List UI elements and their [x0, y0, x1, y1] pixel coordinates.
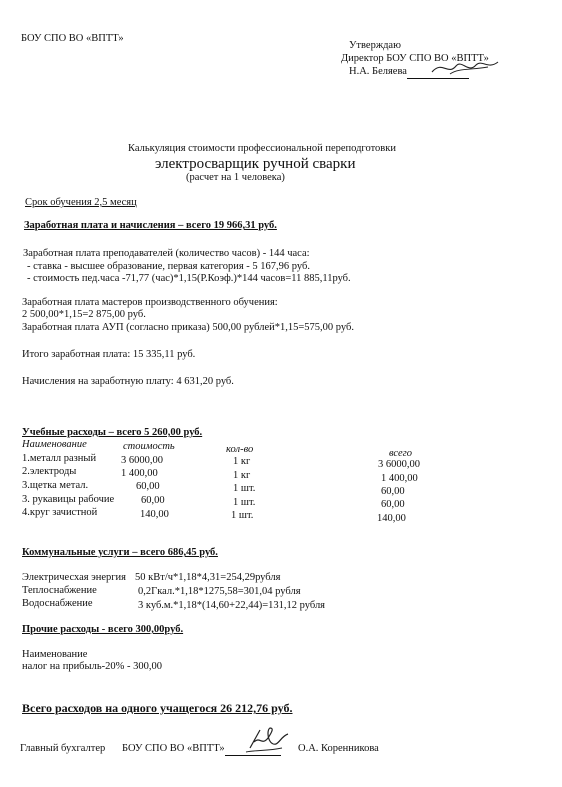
director-signature-icon [428, 56, 506, 78]
salary-teachers: Заработная плата преподавателей (количество часов) - 144 часа: [23, 248, 310, 259]
row-price: 60,00 [136, 481, 160, 492]
row-total: 60,00 [381, 486, 405, 497]
row-total: 60,00 [381, 499, 405, 510]
director-title: Директор БОУ СПО ВО «ВПТТ» [341, 53, 489, 64]
utility-row-calc: 0,2Гкал.*1,18*1275,58=301,04 рубля [138, 586, 301, 597]
utilities-heading: Коммунальные услуги – всего 686,45 руб. [22, 547, 218, 558]
materials-heading: Учебные расходы – всего 5 260,00 руб. [22, 427, 203, 438]
row-name: 4.круг зачистной [22, 507, 98, 518]
row-price: 3 6000,00 [121, 455, 163, 466]
utility-row-name: Водоснабжение [22, 598, 93, 609]
row-qty: 1 кг [233, 470, 251, 481]
row-name: 1.металл разный [22, 453, 97, 464]
utility-row-calc: 50 кВт/ч*1,18*4,31=254,29рубля [135, 572, 281, 583]
col-price: стоимость [123, 441, 175, 452]
calc-subtitle: (расчет на 1 человека) [186, 172, 285, 183]
utility-row-name: Теплоснабжение [22, 585, 97, 596]
grand-total: Всего расходов на одного учащегося 26 212,76 руб. [22, 701, 293, 715]
salary-rate: - ставка - высшее образование, первая категория - 5 167,96 руб. [27, 261, 310, 272]
header-org: БОУ СПО ВО «ВПТТ» [21, 33, 124, 44]
salary-masters: Заработная плата мастеров производственного обучения: [22, 297, 278, 308]
col-name: Наименование [22, 439, 87, 450]
row-qty: 1 шт. [233, 497, 256, 508]
col-qty: кол-во [226, 444, 254, 455]
row-price: 1 400,00 [121, 468, 158, 479]
salary-accruals: Начисления на заработную плату: 4 631,20 руб. [22, 376, 234, 387]
footer-org: БОУ СПО ВО «ВПТТ» [122, 743, 225, 754]
row-qty: 1 шт. [231, 510, 254, 521]
row-total: 3 6000,00 [378, 459, 420, 470]
footer-name: О.А. Коренникова [298, 743, 379, 754]
salary-masters-calc: 2 500,00*1,15=2 875,00 руб. [22, 309, 146, 320]
study-term: Срок обучения 2,5 месяц [25, 197, 137, 208]
row-qty: 1 шт. [233, 483, 256, 494]
row-name: 2.электроды [22, 466, 77, 477]
other-label: Наименование [22, 649, 88, 660]
row-name: 3. рукавицы рабочие [22, 494, 115, 505]
row-price: 140,00 [140, 509, 169, 520]
calc-profession: электросварщик ручной сварки [155, 156, 356, 172]
accountant-signature-icon [240, 724, 296, 758]
row-total: 1 400,00 [381, 473, 418, 484]
row-qty: 1 кг [233, 456, 251, 467]
director-name: Н.А. Беляева [349, 66, 407, 77]
salary-aup: Заработная плата АУП (согласно приказа) 500,00 рублей*1,15=575,00 руб. [22, 322, 354, 333]
salary-heading: Заработная плата и начисления – всего 19 966,31 руб. [24, 220, 277, 231]
approve-label: Утверждаю [349, 40, 401, 51]
col-total: всего [389, 448, 412, 459]
salary-total: Итого заработная плата: 15 335,11 руб. [22, 349, 196, 360]
other-tax: налог на прибыль-20% - 300,00 [22, 661, 162, 672]
footer-role: Главный бухгалтер [20, 743, 106, 754]
utility-row-calc: 3 куб.м.*1,18*(14,60+22,44)=131,12 рубля [138, 600, 326, 611]
row-total: 140,00 [377, 513, 406, 524]
utility-row-name: Электричесхая энергия [22, 572, 126, 583]
row-price: 60,00 [141, 495, 165, 506]
calc-title: Калькуляция стоимости профессиональной переподготовки [128, 143, 396, 154]
salary-cost: - стоимость пед.часа -71,77 (час)*1,15(Р.Коэф.)*144 часов=11 885,11руб. [27, 273, 351, 284]
other-heading: Прочие расходы - всего 300,00руб. [22, 624, 184, 635]
row-name: 3.щетка метал. [22, 480, 89, 491]
